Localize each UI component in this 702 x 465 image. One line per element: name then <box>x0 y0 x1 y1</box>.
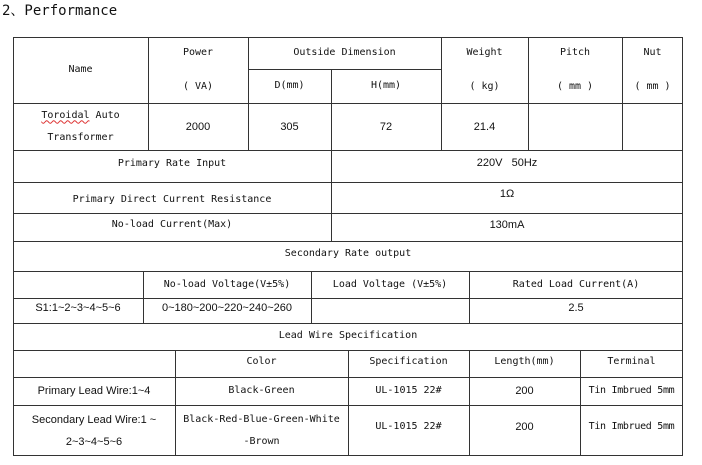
header-nut-unit: ( mm ) <box>634 81 671 92</box>
leadwire-row-secondary-terminal: Tin Imbrued 5mm <box>588 421 675 432</box>
secondary-col-load: Load Voltage (V±5%) <box>332 278 448 290</box>
leadwire-col-blank <box>13 350 175 374</box>
secondary-col-label-blank <box>13 271 143 298</box>
leadwire-col-length: Length(mm) <box>494 356 555 367</box>
leadwire-row-primary-terminal: Tin Imbrued 5mm <box>588 385 675 396</box>
product-name <box>13 103 148 150</box>
leadwire-row-secondary-color <box>175 405 348 456</box>
product-nut <box>622 103 683 150</box>
product-name-word2: Auto <box>95 109 120 121</box>
header-d: D(mm) <box>274 80 305 91</box>
product-weight: 21.4 <box>473 120 496 133</box>
leadwire-row-primary-label: Primary Lead Wire:1~4 <box>37 385 151 397</box>
header-pitch-label: Pitch <box>559 47 591 58</box>
leadwire-row-primary-spec: UL-1015 22# <box>375 385 442 396</box>
header-weight-unit: ( kg) <box>469 81 500 92</box>
header-nut <box>622 37 683 103</box>
product-name-word1: Toroidal <box>41 109 90 121</box>
product-name-line1 <box>41 105 119 127</box>
product-h: 72 <box>379 120 393 133</box>
primary-rate-input-label: Primary Rate Input <box>117 158 227 169</box>
secondary-row-noload: 0~180~200~220~240~260 <box>161 302 292 314</box>
header-nut-label: Nut <box>643 47 662 58</box>
leadwire-row-secondary-label <box>13 405 175 456</box>
header-power <box>148 37 248 103</box>
leadwire-row-secondary-color-line2: -Brown <box>243 435 280 447</box>
secondary-row-rated: 2.5 <box>568 302 584 314</box>
header-power-unit: ( VA) <box>182 81 214 92</box>
product-power: 2000 <box>185 120 211 133</box>
product-d: 305 <box>280 120 299 133</box>
secondary-col-noload: No-load Voltage(V±5%) <box>163 278 291 290</box>
secondary-col-rated: Rated Load Current(A) <box>512 278 640 290</box>
leadwire-row-primary-length: 200 <box>515 385 534 397</box>
secondary-row-load <box>311 298 469 318</box>
leadwire-row-secondary-label-line2: 2~3~4~5~6 <box>65 435 123 448</box>
header-outside-dimension: Outside Dimension <box>293 47 396 58</box>
leadwire-row-secondary-spec: UL-1015 22# <box>375 421 442 432</box>
leadwire-col-spec: Specification <box>369 356 448 367</box>
secondary-title: Secondary Rate output <box>284 248 412 259</box>
leadwire-row-secondary-length: 200 <box>515 421 534 433</box>
leadwire-row-primary-color: Black-Green <box>228 385 295 396</box>
product-name-line2: Transformer <box>47 131 114 143</box>
header-weight <box>441 37 528 103</box>
product-pitch <box>528 103 622 150</box>
header-h: H(mm) <box>370 80 402 91</box>
primary-dc-resistance-value: 1Ω <box>499 188 515 200</box>
header-pitch <box>528 37 622 103</box>
header-pitch-unit: ( mm ) <box>556 81 594 92</box>
primary-rate-input-value: 220V 50Hz <box>476 157 538 169</box>
primary-noload-current-label: No-load Current(Max) <box>111 219 233 230</box>
header-power-label: Power <box>182 47 214 58</box>
leadwire-col-color: Color <box>246 356 277 367</box>
leadwire-row-secondary-label-line1: Secondary Lead Wire:1 ~ <box>31 413 157 426</box>
header-name: Name <box>68 64 93 75</box>
leadwire-row-secondary-color-line1: Black-Red-Blue-Green-White <box>183 413 340 425</box>
leadwire-col-terminal: Terminal <box>607 356 656 367</box>
section-title: 2、Performance <box>2 3 118 19</box>
header-weight-label: Weight <box>466 47 503 58</box>
secondary-row-label: S1:1~2~3~4~5~6 <box>35 302 121 314</box>
primary-dc-resistance-label: Primary Direct Current Resistance <box>72 193 272 205</box>
primary-noload-current-value: 130mA <box>489 219 525 231</box>
leadwire-title: Lead Wire Specification <box>278 330 418 341</box>
